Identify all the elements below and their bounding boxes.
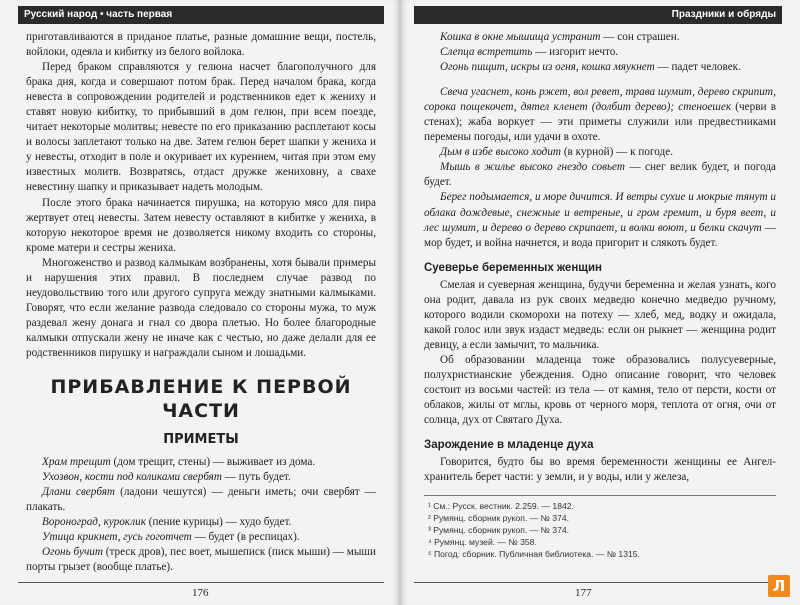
omen-line bbox=[26, 545, 376, 575]
omen-italic: Огонь бучит bbox=[42, 546, 103, 559]
omen-text: — будет (в респицах). bbox=[191, 531, 300, 544]
left-page-body bbox=[26, 30, 376, 575]
omen-line bbox=[424, 160, 776, 190]
omen-line bbox=[26, 530, 376, 545]
omen-text: (дом трещит, стены) — выживает из дома. bbox=[110, 456, 316, 469]
omen-line bbox=[424, 145, 776, 160]
omen-text: — изгорит нечто. bbox=[532, 46, 619, 59]
paragraph: Перед браком справляются у гелюна насчет благополучного для брака дня, когда и совершают потом брак. Перед началом брака, когда невеста в сопровождении родителей и родственников едет к жениху и ставят новую кибитку, то прибывший в дом гелюн, при всем поезде, читает некоторые молитвы; невесте по его приказанию расплетают косы и волосы заплетают только на две. Затем гелюн берет шапки у жениха и у невесты, отходит в поле и окуривает их курением, читая при этом ему известных молитв. Возвратясь, отдаст дружке жениховну, а свахе невестину шапку и приказывает надеть молодым. bbox=[26, 61, 376, 194]
omen-italic: Утица крикнет, гусь гоготчет bbox=[42, 531, 192, 544]
omen-text: (черви в стенах); жаба воркует — эти приметы служили или предвестниками перемены погоды, или удачи в охоте. bbox=[424, 101, 776, 144]
omen-text: — мор будет, и война начнется, и вода пригорит и слякоть будет. bbox=[424, 221, 776, 249]
omen-text: (в курной) — к погоде. bbox=[561, 146, 674, 159]
footnote: ¹ См.: Русск. вестник. 2.259. — 1842. bbox=[428, 501, 574, 511]
right-page bbox=[400, 0, 800, 605]
paragraph: приготавливаются в приданое платье, разные домашние вещи, постель, войлоки, одеяла и кибитку из белого войлока. bbox=[26, 31, 376, 59]
running-head-left: Русский народ • часть первая bbox=[18, 6, 384, 24]
spacer bbox=[424, 75, 776, 85]
omen-line bbox=[26, 515, 376, 530]
omen-italic: Берег подымается, и море дичится. И ветры сухие и мокрые тянут и облака дождевые, снежные и ветреные, и гром гремит, и буря веет, и лес шумит, и дерево о дерево скрипает, и волки воют, и белки скачут bbox=[424, 191, 776, 234]
footer-rule bbox=[414, 582, 782, 583]
omen-italic: Дым в избе высоко ходит bbox=[440, 146, 562, 159]
heading-pregnant-superstition: Суеверье беременных женщин bbox=[424, 261, 602, 274]
section-title: ПРИБАВЛЕНИЕ К ПЕРВОЙ ЧАСТИ bbox=[50, 376, 352, 423]
page-number-left: 176 bbox=[192, 587, 209, 599]
page-number-right: 177 bbox=[575, 587, 592, 599]
omen-text: — сон страшен. bbox=[600, 31, 680, 43]
omen-text: (ладони чешутся) — деньги иметь; очи свербят — плакать. bbox=[26, 486, 376, 514]
omen-line bbox=[424, 45, 776, 60]
footnote: ⁵ Погод. сборник. Публичная библиотека. — № 1315. bbox=[428, 549, 640, 559]
footnote: ³ Румянц. сборник рукоп. — № 374. bbox=[428, 525, 570, 535]
running-head-right: Праздники и обряды bbox=[414, 6, 782, 24]
footnotes bbox=[424, 495, 776, 560]
omen-text: (пение курицы) — худо будет. bbox=[145, 516, 292, 529]
omen-line bbox=[26, 455, 376, 470]
publisher-logo-icon: Л bbox=[768, 575, 790, 597]
omen-text: — падет человек. bbox=[654, 61, 741, 74]
omen-italic: Кошка в окне мышища устранит bbox=[440, 31, 601, 43]
footnote: ² Румянц. сборник рукоп. — № 374. bbox=[428, 513, 570, 523]
paragraph: Говорится, будто бы во время беременности женщины ее Ангел-хранитель берет части: у земли, и у воды, или у железа, bbox=[424, 456, 776, 484]
omen-italic: Вороноград, куроклик bbox=[42, 516, 146, 529]
omen-text: — снег велик будет, и погода будет. bbox=[424, 161, 776, 189]
omen-line bbox=[26, 470, 376, 485]
omen-italic: Огонь пищит, искры из огня, кошка мяукнет bbox=[440, 61, 655, 74]
omen-line bbox=[26, 485, 376, 515]
omen-italic: Свеча угаснет, конь ржет, вол ревет, трава шумит, дерево скрипит, сорока пощекочет, дятел кленет (долбит дерево); стеноешек bbox=[424, 86, 776, 114]
paragraph: Многоженство и развод калмыкам возбранены, хотя бывали примеры и нарушения этих правил. В последнем случае развод по неудовольствию того или другого супруга между знатными калмыками. Говорят, что если желание развода следовало со стороны мужа, то муж раздевал жену донага и гнал со двора плетью. Но более благородные калмыки отпускали жену не иначе как с честью, но даже делали для ее родственников пирушку и награждали сыном и лошадьми. bbox=[26, 256, 376, 359]
omen-line bbox=[424, 85, 776, 145]
omen-italic: Ухозвон, кости под коликами свербят bbox=[42, 471, 222, 484]
omen-line bbox=[424, 30, 776, 45]
omen-text: — путь будет. bbox=[221, 471, 291, 484]
omen-line bbox=[424, 60, 776, 75]
paragraph: После этого брака начинается пирушка, на которую мясо для пира жертвует отец невесты. Затем невесту оставляют в кибитке у жениха, в которую некоторое время не дозволяется никому входить со стороны, кроме матери и сестры жениха. bbox=[26, 196, 376, 254]
omen-text: (треск дров), пес воет, мышеписк (писк мыши) — мыши порты грызет (вообще платье). bbox=[26, 546, 376, 574]
subsection-title: ПРИМЕТЫ bbox=[163, 432, 239, 448]
omen-line bbox=[424, 190, 776, 250]
footnote: ⁴ Румянц. музей. — № 358. bbox=[428, 537, 537, 547]
omen-italic: Слепца встретить bbox=[440, 46, 533, 59]
paragraph: Смелая и суеверная женщина, будучи беременна и желая узнать, кого она родит, давала из рук своих медведю конечно медведю ручному, которого водили скоморохи на потеху — хлеб, мед, водку и ожидала, какой голос или звук издаст медведь: если он рыкнет — женщина родит девицу, а если замычит, то мальчика. bbox=[424, 278, 776, 351]
heading-conception: Зарождение в младенце духа bbox=[424, 439, 594, 452]
omen-italic: Длани свербят bbox=[42, 486, 115, 499]
omen-italic: Мышь в жилье высоко гнездо совьет bbox=[440, 161, 625, 174]
right-page-body bbox=[424, 30, 776, 485]
omen-italic: Храм трещит bbox=[42, 456, 111, 469]
paragraph: Об образовании младенца тоже образовались полусуеверные, полухристианские убеждения. Одно описание говорит, что человек состоит из восьми частей: из тела — от камня, тело от персти, кости от облаков, жилы от мглы, кровь от черного моря, теплота от огня, очи от солнца, дух от Святаго Духа. bbox=[424, 353, 776, 427]
footer-rule bbox=[18, 582, 384, 583]
